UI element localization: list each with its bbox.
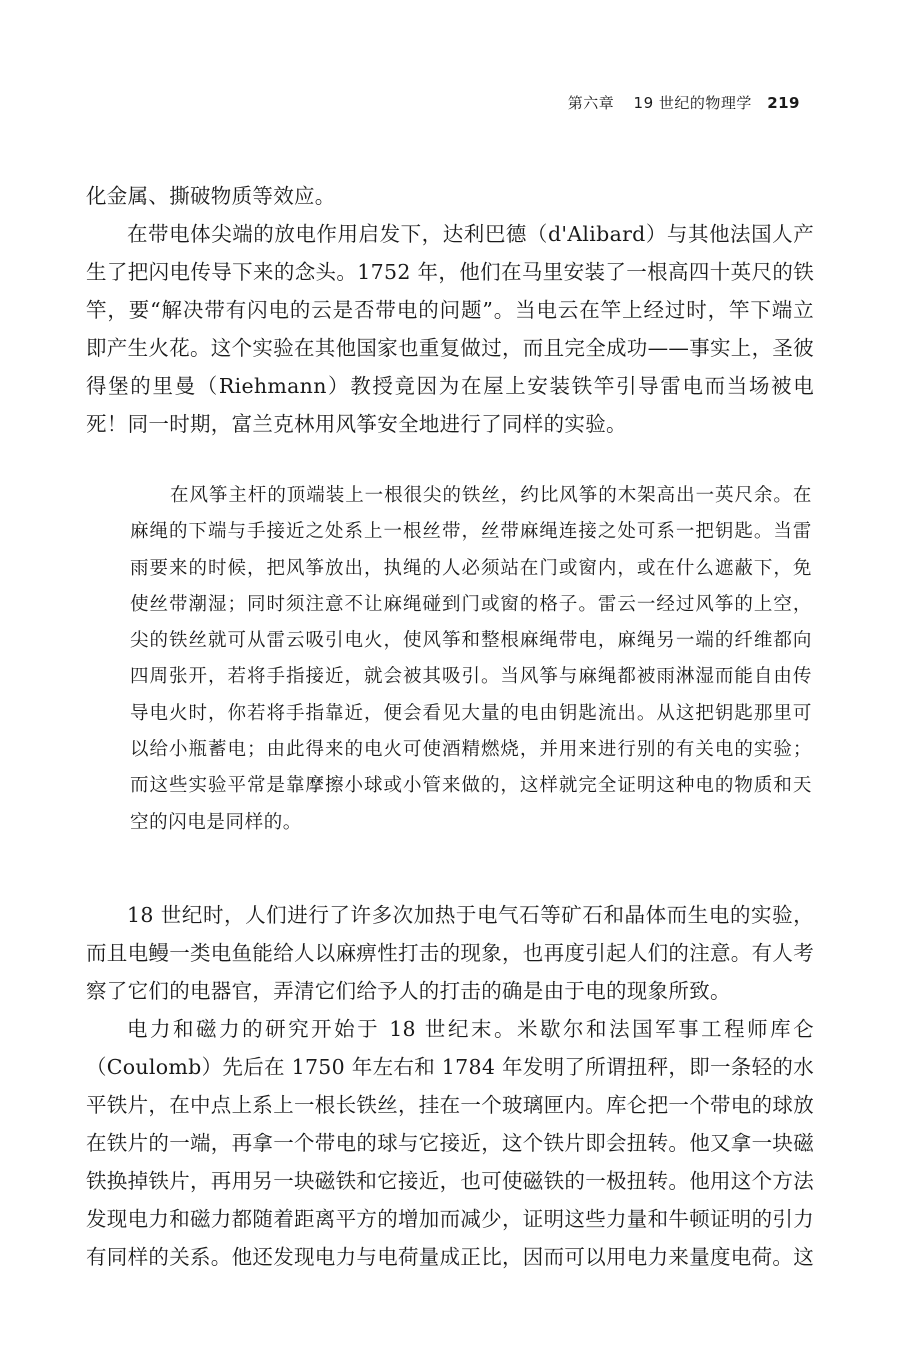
paragraph: 化金属、撕破物质等效应。	[86, 184, 336, 208]
paragraph: 在带电体尖端的放电作用启发下，达利巴德（d'Alibard）与其他法国人产生了把闪电传导下来的念头。1752 年，他们在马里安装了一根高四十英尺的铁竿，要“解决带有闪电的云是否带电的问题”。当电云在竿上经过时，竿下端立即产生火花。这个实验在其他国家也重复做过，而且完全成功——事实上，圣彼得堡的里曼（Riehmann）教授竟因为在屋上安装铁竿引导雷电而当场被电死！同一时期，富兰克林用风筝安全地进行了同样的实验。	[86, 222, 814, 436]
block-quote	[130, 478, 812, 841]
body-text-bottom	[86, 896, 814, 1276]
paragraph: 电力和磁力的研究开始于 18 世纪末。米歇尔和法国军事工程师库仑（Coulomb）先后在 1750 年左右和 1784 年发明了所谓扭秤，即一条轻的水平铁片，在中点上系上一根长铁丝，挂在一个玻璃匣内。库仑把一个带电的球放在铁片的一端，再拿一个带电的球与它接近，这个铁片即会扭转。他又拿一块磁铁换掉铁片，再用另一块磁铁和它接近，也可使磁铁的一极扭转。他用这个方法发现电力和磁力都随着距离平方的增加而减少，证明这些力量和牛顿证明的引力有同样的关系。他还发现电力与电荷量成正比，因而可以用电力来量度电荷。这	[86, 1017, 814, 1269]
body-text-top	[86, 177, 814, 443]
page-number: 219	[767, 94, 800, 112]
paragraph: 18 世纪时，人们进行了许多次加热于电气石等矿石和晶体而生电的实验，而且电鳗一类电鱼能给人以麻痹性打击的现象，也再度引起人们的注意。有人考察了它们的电器官，弄清它们给予人的打击的确是由于电的现象所致。	[86, 903, 814, 1003]
section-title: 19 世纪的物理学	[633, 94, 752, 112]
quote-paragraph: 在风筝主杆的顶端装上一根很尖的铁丝，约比风筝的木架高出一英尺余。在麻绳的下端与手接近之处系上一根丝带，丝带麻绳连接之处可系一把钥匙。当雷雨要来的时候，把风筝放出，执绳的人必须站在门或窗内，或在什么遮蔽下，免使丝带潮湿；同时须注意不让麻绳碰到门或窗的格子。雷云一经过风筝的上空，尖的铁丝就可从雷云吸引电火，使风筝和整根麻绳带电，麻绳另一端的纤维都向四周张开，若将手指接近，就会被其吸引。当风筝与麻绳都被雨淋湿而能自由传导电火时，你若将手指靠近，便会看见大量的电由钥匙流出。从这把钥匙那里可以给小瓶蓄电；由此得来的电火可使酒精燃烧，并用来进行别的有关电的实验；而这些实验平常是靠摩擦小球或小管来做的，这样就完全证明这种电的物质和天空的闪电是同样的。	[130, 485, 812, 833]
running-header	[568, 92, 800, 113]
chapter-label: 第六章	[567, 94, 615, 112]
